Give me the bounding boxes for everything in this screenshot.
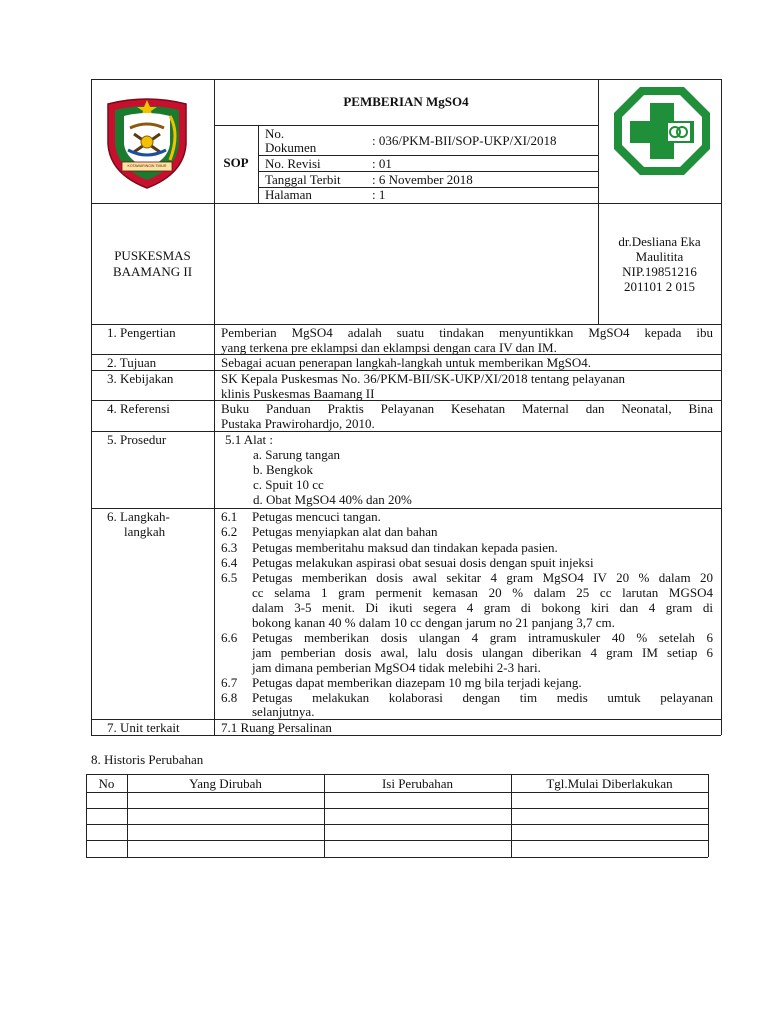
org-name-line2: BAAMANG II <box>112 264 193 279</box>
kebijakan-line1: SK Kepala Puskesmas No. 36/PKM-BII/SK-UKP/XI/2018 tentang pelayanan <box>221 371 626 386</box>
step-text: Petugas menyiapkan alat dan bahan <box>252 524 438 539</box>
prosedur-item: a. Sarung tangan <box>253 447 341 462</box>
issue-date-label: Tanggal Terbit <box>265 172 341 187</box>
section-label-referensi: 4. Referensi <box>107 401 170 416</box>
step-text: Petugas memberikan dosis ulangan 4 gram intramuskuler 40 % setelah 6 <box>252 630 713 645</box>
step-text: Petugas mencuci tangan. <box>252 509 381 524</box>
pengertian-line2: yang terkena pre eklampsi dan eklampsi dengan cara IV dan IM. <box>221 340 557 355</box>
step-text: Petugas dapat memberikan diazepam 10 mg bila terjadi kejang. <box>252 675 582 690</box>
signer-name-line1: dr.Desliana Eka <box>618 234 701 249</box>
section-label-prosedur: 5. Prosedur <box>107 432 167 447</box>
section-label-unit-terkait: 7. Unit terkait <box>107 720 180 735</box>
step-text: Petugas memberitahu maksud dan tindakan kepada pasien. <box>252 540 558 555</box>
section-label-langkah-line1: 6. Langkah- <box>107 509 170 524</box>
section-label-langkah-line2: langkah <box>124 524 166 539</box>
step-number: 6.3 <box>221 540 238 555</box>
step-text: jam dimana pemberian MgSO4 tidak melebihi 2-3 hari. <box>252 660 541 675</box>
step-text: Petugas memberikan dosis awal sekitar 4 gram MgSO4 IV 20 % dalam 20 <box>252 570 713 585</box>
signer-nip-line2: 201101 2 015 <box>623 279 696 294</box>
prosedur-item: b. Bengkok <box>253 462 313 477</box>
step-text: jam pemberian dosis awal, lalu dosis ulangan diberikan 4 gram IM setiap 6 <box>252 645 713 660</box>
step-number: 6.2 <box>221 524 238 539</box>
step-text: Petugas melakukan aspirasi obat sesuai dosis dengan spuit injeksi <box>252 555 594 570</box>
signer-name-line2: Maulitita <box>635 249 684 264</box>
document-title: PEMBERIAN MgSO4 <box>343 94 469 109</box>
prosedur-item: d. Obat MgSO4 40% dan 20% <box>253 492 412 507</box>
referensi-line2: Pustaka Prawirohardjo, 2010. <box>221 416 375 431</box>
issue-date-value: : 6 November 2018 <box>372 172 473 187</box>
prosedur-sub-heading: 5.1 Alat : <box>225 432 274 447</box>
doc-number-label-line1: No. <box>265 126 285 141</box>
step-number: 6.4 <box>221 555 238 570</box>
kebijakan-line2: klinis Puskesmas Baamang II <box>221 386 375 401</box>
step-text: Petugas melakukan kolaborasi dengan tim medis umtuk pelayanan <box>252 690 713 705</box>
step-number: 6.1 <box>221 509 238 524</box>
step-text: selanjutnya. <box>252 704 315 719</box>
revision-label: No. Revisi <box>265 156 321 171</box>
step-text: cc selama 1 gram permenit kemasan 20 % dalam 25 cc larutan MGSO4 <box>252 585 713 600</box>
unit-terkait-value: 7.1 Ruang Persalinan <box>221 720 332 735</box>
org-name-line1: PUSKESMAS <box>114 248 191 263</box>
signer-nip-line1: NIP.19851216 <box>622 264 697 279</box>
referensi-line1: Buku Panduan Praktis Pelayanan Kesehatan Maternal dan Neonatal, Bina <box>221 401 713 416</box>
step-number: 6.8 <box>221 690 238 705</box>
puskesmas-cross-icon <box>612 85 712 177</box>
step-number: 6.7 <box>221 675 238 690</box>
pengertian-line1: Pemberian MgSO4 adalah suatu tindakan menyuntikkan MgSO4 kepada ibu <box>221 325 713 340</box>
history-header-no: No <box>98 776 115 791</box>
sop-label: SOP <box>223 155 249 170</box>
doc-number-label-line2: Dokumen <box>265 140 317 155</box>
page-label: Halaman <box>265 187 312 202</box>
page-value: : 1 <box>372 187 386 202</box>
section-label-pengertian: 1. Pengertian <box>107 325 176 340</box>
doc-number-value: : 036/PKM-BII/SOP-UKP/XI/2018 <box>372 133 557 148</box>
prosedur-item: c. Spuit 10 cc <box>253 477 324 492</box>
step-number: 6.6 <box>221 630 238 645</box>
step-text: bokong kanan 40 % dalam 10 cc dengan jarum no 21 panjang 3,7 cm. <box>252 615 615 630</box>
history-header-changed: Yang Dirubah <box>189 776 262 791</box>
history-header-content: Isi Perubahan <box>381 776 454 791</box>
regional-emblem-icon <box>104 94 190 190</box>
section-label-kebijakan: 3. Kebijakan <box>107 371 174 386</box>
revision-value: : 01 <box>372 156 392 171</box>
emblem-banner-text: KOTAWARINGIN TIMUR <box>127 164 167 168</box>
section-label-tujuan: 2. Tujuan <box>107 355 157 370</box>
history-title: 8. Historis Perubahan <box>91 752 204 767</box>
step-number: 6.5 <box>221 570 238 585</box>
step-text: dalam 3-5 menit. Di ikuti segera 4 gram di bokong kiri dan 4 gram di <box>252 600 713 615</box>
history-header-effective-date: Tgl.Mulai Diberlakukan <box>546 776 673 791</box>
tujuan-text: Sebagai acuan penerapan langkah-langkah untuk memberikan MgSO4. <box>221 355 592 370</box>
